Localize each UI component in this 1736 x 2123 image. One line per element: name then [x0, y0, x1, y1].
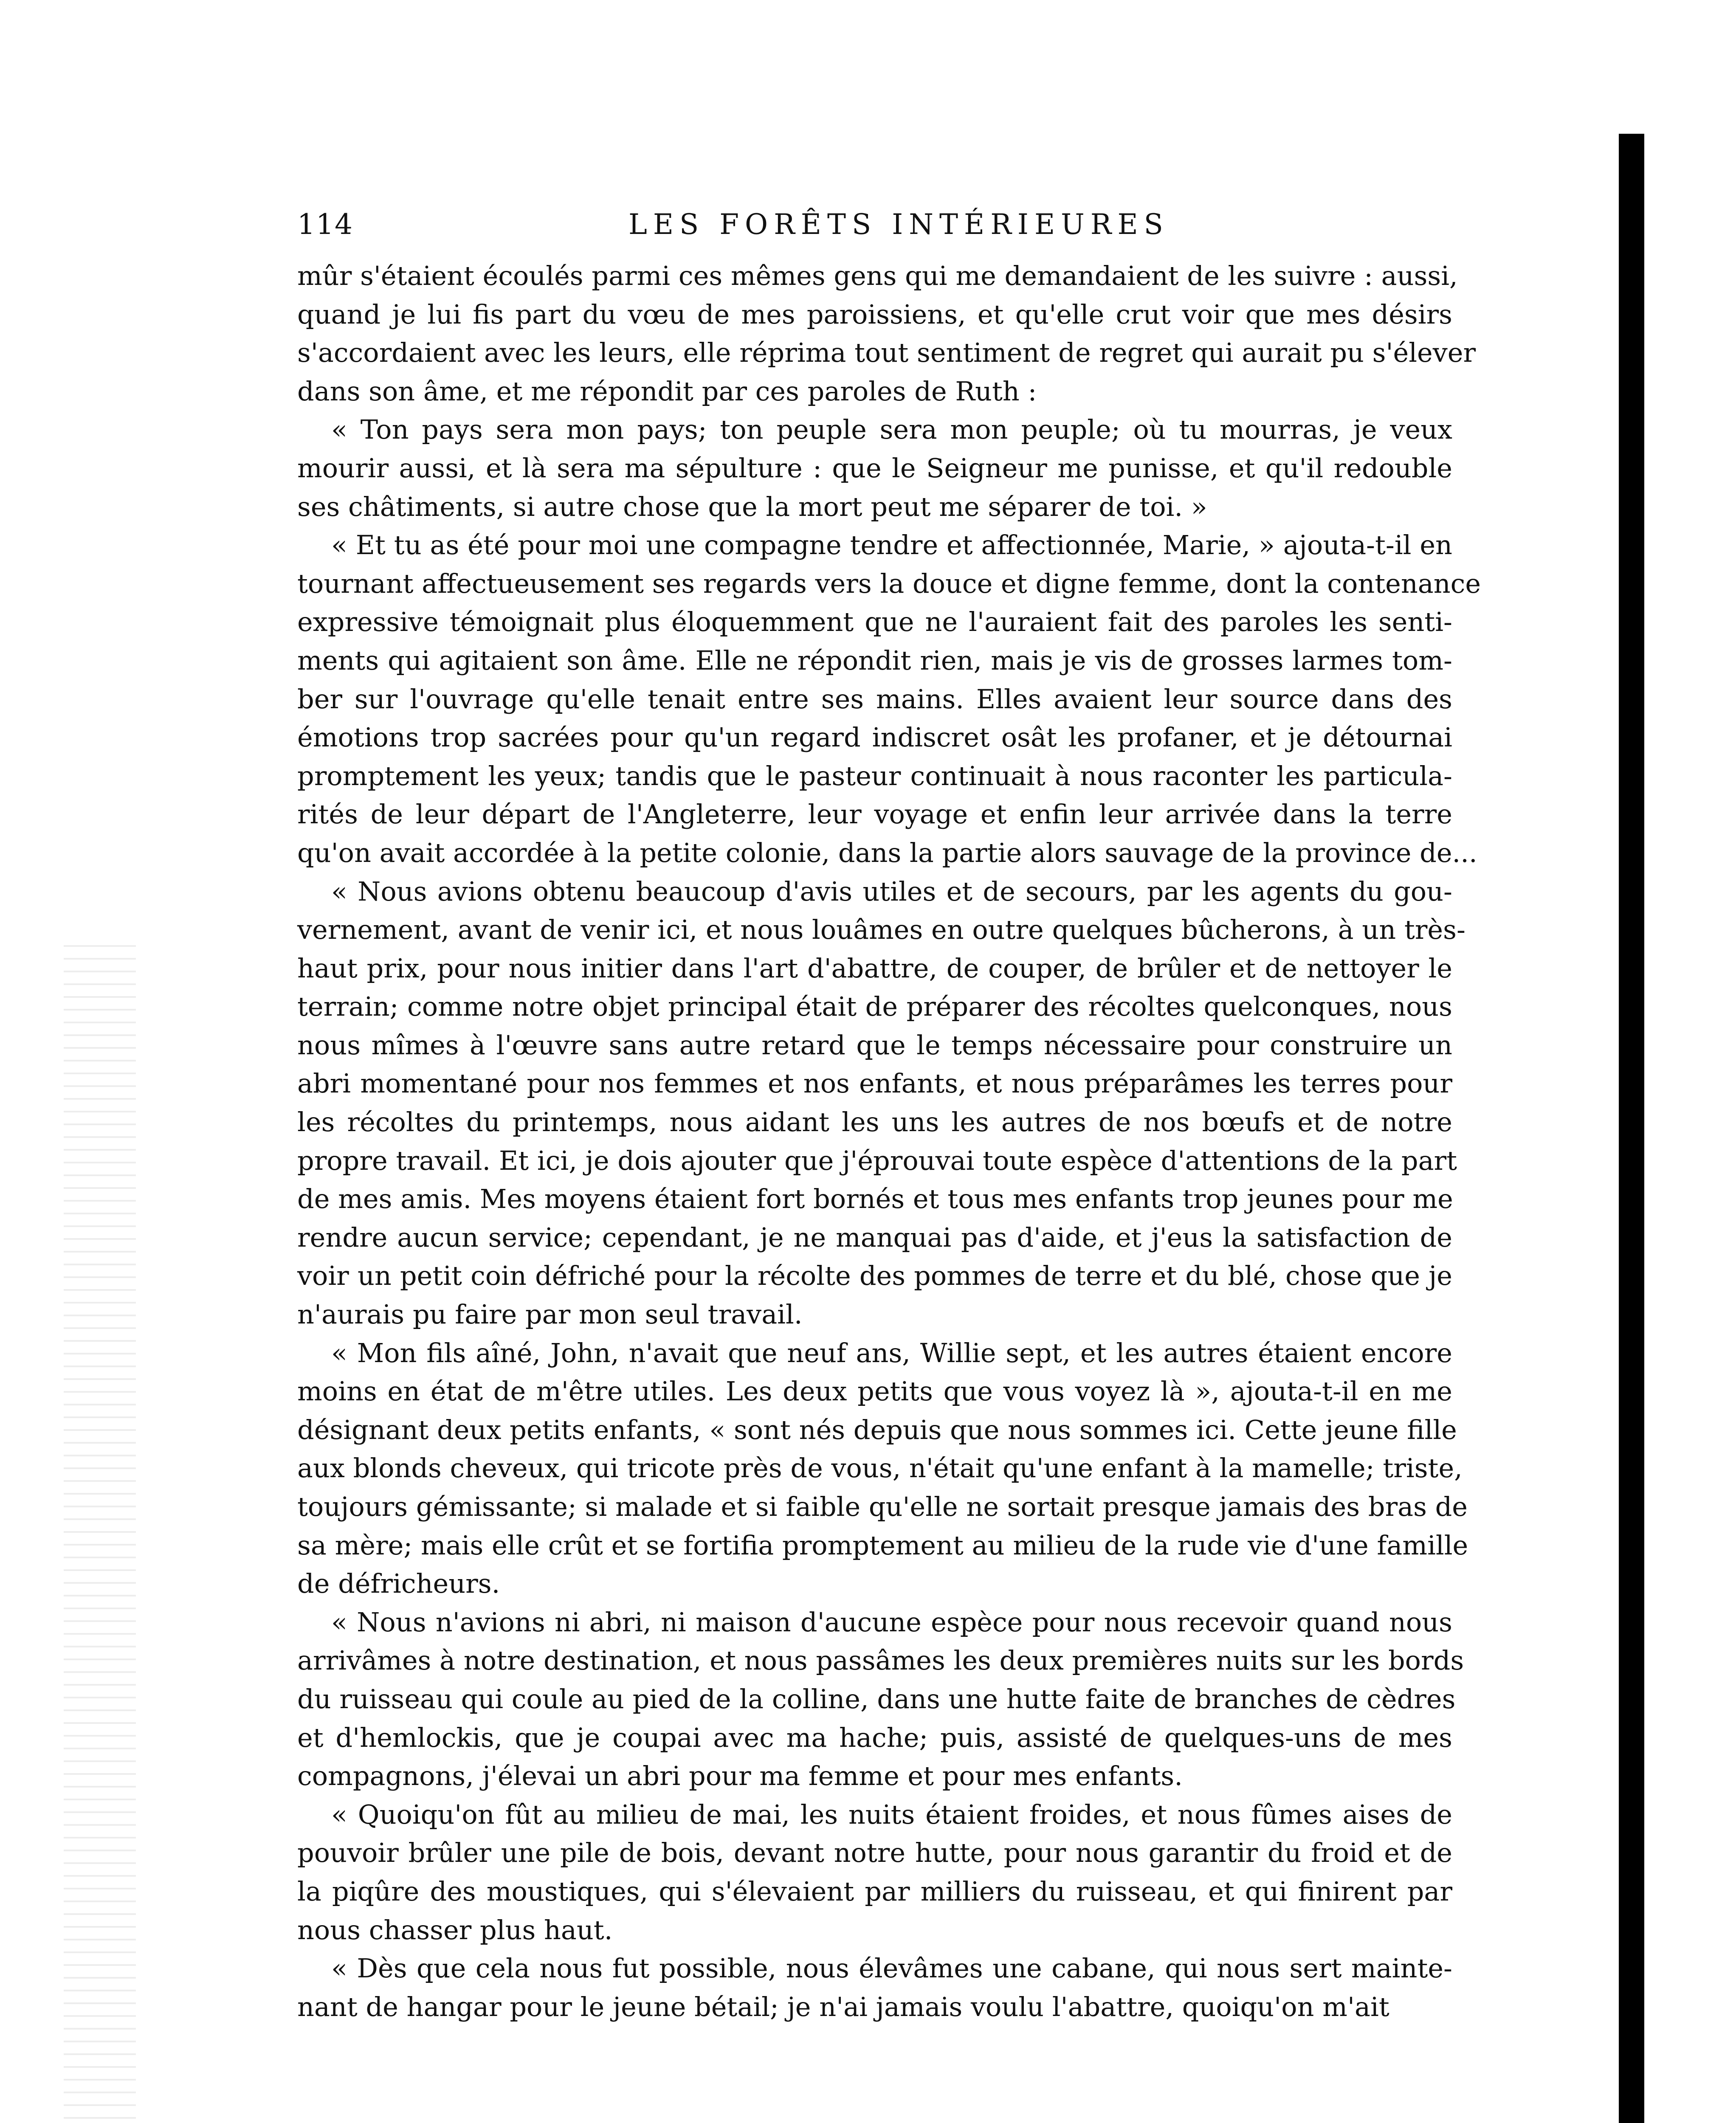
- text-line: pouvoir brûler une pile de bois, devant notre hutte, pour nous garantir du froid et de: [297, 1837, 1452, 1869]
- scan-margin-noise: [64, 934, 136, 2123]
- text-line: rités de leur départ de l'Angleterre, leur voyage et enfin leur arrivée dans la terre: [297, 799, 1452, 830]
- page-number: 114: [297, 208, 353, 241]
- text-line: qu'on avait accordée à la petite colonie, dans la partie alors sauvage de la province de...: [297, 837, 1477, 868]
- paragraph: [297, 526, 1481, 872]
- text-line: propre travail. Et ici, je dois ajouter que j'éprouvai toute espèce d'attentions de la part: [297, 1145, 1457, 1176]
- text-line: ses châtiments, si autre chose que la mort peut me séparer de toi. »: [297, 491, 1207, 522]
- running-title: LES FORÊTS INTÉRIEURES: [628, 208, 1169, 241]
- text-line: « Nous avions obtenu beaucoup d'avis utiles et de secours, par les agents du gou-: [331, 876, 1452, 907]
- text-line: « Dès que cela nous fut possible, nous élevâmes une cabane, qui nous sert mainte-: [331, 1953, 1452, 1984]
- body-text: [297, 257, 1481, 2026]
- text-line: moins en état de m'être utiles. Les deux petits que vous voyez là », ajouta-t-il en me: [297, 1376, 1452, 1407]
- text-line: « Mon fils aîné, John, n'avait que neuf ans, Willie sept, et les autres étaient encore: [331, 1337, 1452, 1368]
- text-line: la piqûre des moustiques, qui s'élevaient par milliers du ruisseau, et qui finirent par: [297, 1875, 1452, 1907]
- text-line: vernement, avant de venir ici, et nous louâmes en outre quelques bûcherons, à un très-: [297, 914, 1465, 946]
- text-line: dans son âme, et me répondit par ces paroles de Ruth :: [297, 375, 1037, 407]
- text-line: abri momentané pour nos femmes et nos enfants, et nous préparâmes les terres pour: [297, 1068, 1452, 1099]
- text-line: « Et tu as été pour moi une compagne tendre et affectionnée, Marie, » ajouta-t-il en: [331, 529, 1452, 561]
- paragraph: [297, 1603, 1464, 1796]
- text-line: les récoltes du printemps, nous aidant les uns les autres de nos bœufs et de notre: [297, 1107, 1452, 1138]
- text-line: nant de hangar pour le jeune bétail; je n'ai jamais voulu l'abattre, quoiqu'on m'ait: [297, 1991, 1389, 2022]
- text-line: aux blonds cheveux, qui tricote près de vous, n'était qu'une enfant à la mamelle; triste,: [297, 1453, 1463, 1484]
- paragraph: [297, 1949, 1452, 2026]
- text-line: expressive témoignait plus éloquemment que ne l'auraient fait des paroles les senti-: [297, 606, 1452, 638]
- text-line: « Ton pays sera mon pays; ton peuple sera mon peuple; où tu mourras, je veux: [331, 414, 1452, 445]
- text-line: « Nous n'avions ni abri, ni maison d'aucune espèce pour nous recevoir quand nous: [331, 1606, 1452, 1638]
- text-line: nous chasser plus haut.: [297, 1914, 613, 1946]
- text-line: quand je lui fis part du vœu de mes paroissiens, et qu'elle crut voir que mes désirs: [297, 298, 1452, 330]
- text-line: n'aurais pu faire par mon seul travail.: [297, 1299, 803, 1330]
- text-line: voir un petit coin défriché pour la récolte des pommes de terre et du blé, chose que je: [297, 1260, 1452, 1292]
- text-line: toujours gémissante; si malade et si faible qu'elle ne sortait presque jamais des bras de: [297, 1491, 1468, 1522]
- text-line: rendre aucun service; cependant, je ne manquai pas d'aide, et j'eus la satisfaction de: [297, 1222, 1452, 1253]
- paragraph: [297, 1334, 1468, 1603]
- text-line: du ruisseau qui coule au pied de la colline, dans une hutte faite de branches de cèdres: [297, 1683, 1456, 1715]
- text-line: et d'hemlockis, que je coupai avec ma hache; puis, assisté de quelques-uns de mes: [297, 1722, 1452, 1753]
- text-line: compagnons, j'élevai un abri pour ma femme et pour mes enfants.: [297, 1760, 1183, 1792]
- text-line: sa mère; mais elle crût et se fortifia promptement au milieu de la rude vie d'une famille: [297, 1529, 1468, 1561]
- text-line: de mes amis. Mes moyens étaient fort bornés et tous mes enfants trop jeunes pour me: [297, 1183, 1453, 1215]
- text-line: ments qui agitaient son âme. Elle ne répondit rien, mais je vis de grosses larmes tom-: [297, 645, 1452, 676]
- text-line: s'accordaient avec les leurs, elle réprima tout sentiment de regret qui aurait pu s'élever: [297, 337, 1476, 369]
- text-line: terrain; comme notre objet principal était de préparer des récoltes quelconques, nous: [297, 991, 1452, 1022]
- text-line: promptement les yeux; tandis que le pasteur continuait à nous raconter les particula-: [297, 760, 1452, 791]
- paragraph: [297, 873, 1465, 1334]
- text-line: mourir aussi, et là sera ma sépulture : que le Seigneur me punisse, et qu'il redouble: [297, 452, 1452, 484]
- text-line: « Quoiqu'on fût au milieu de mai, les nuits étaient froides, et nous fûmes aises de: [331, 1799, 1452, 1830]
- text-line: haut prix, pour nous initier dans l'art d'abattre, de couper, de brûler et de nettoyer le: [297, 952, 1452, 984]
- text-line: émotions trop sacrées pour qu'un regard indiscret osât les profaner, et je détournai: [297, 722, 1452, 753]
- text-line: désignant deux petits enfants, « sont nés depuis que nous sommes ici. Cette jeune fille: [297, 1414, 1457, 1445]
- text-line: tournant affectueusement ses regards vers la douce et digne femme, dont la contenance: [297, 568, 1481, 599]
- paragraph: [297, 1796, 1452, 1949]
- text-line: arrivâmes à notre destination, et nous passâmes les deux premières nuits sur les bords: [297, 1645, 1464, 1676]
- scan-edge-bar: [1619, 134, 1644, 2123]
- text-line: nous mîmes à l'œuvre sans autre retard que le temps nécessaire pour construire un: [297, 1029, 1452, 1061]
- text-line: de défricheurs.: [297, 1568, 500, 1599]
- text-line: ber sur l'ouvrage qu'elle tenait entre ses mains. Elles avaient leur source dans des: [297, 683, 1452, 715]
- paragraph: [297, 411, 1452, 526]
- paragraph: [297, 257, 1476, 411]
- text-line: mûr s'étaient écoulés parmi ces mêmes gens qui me demandaient de les suivre : aussi,: [297, 260, 1458, 291]
